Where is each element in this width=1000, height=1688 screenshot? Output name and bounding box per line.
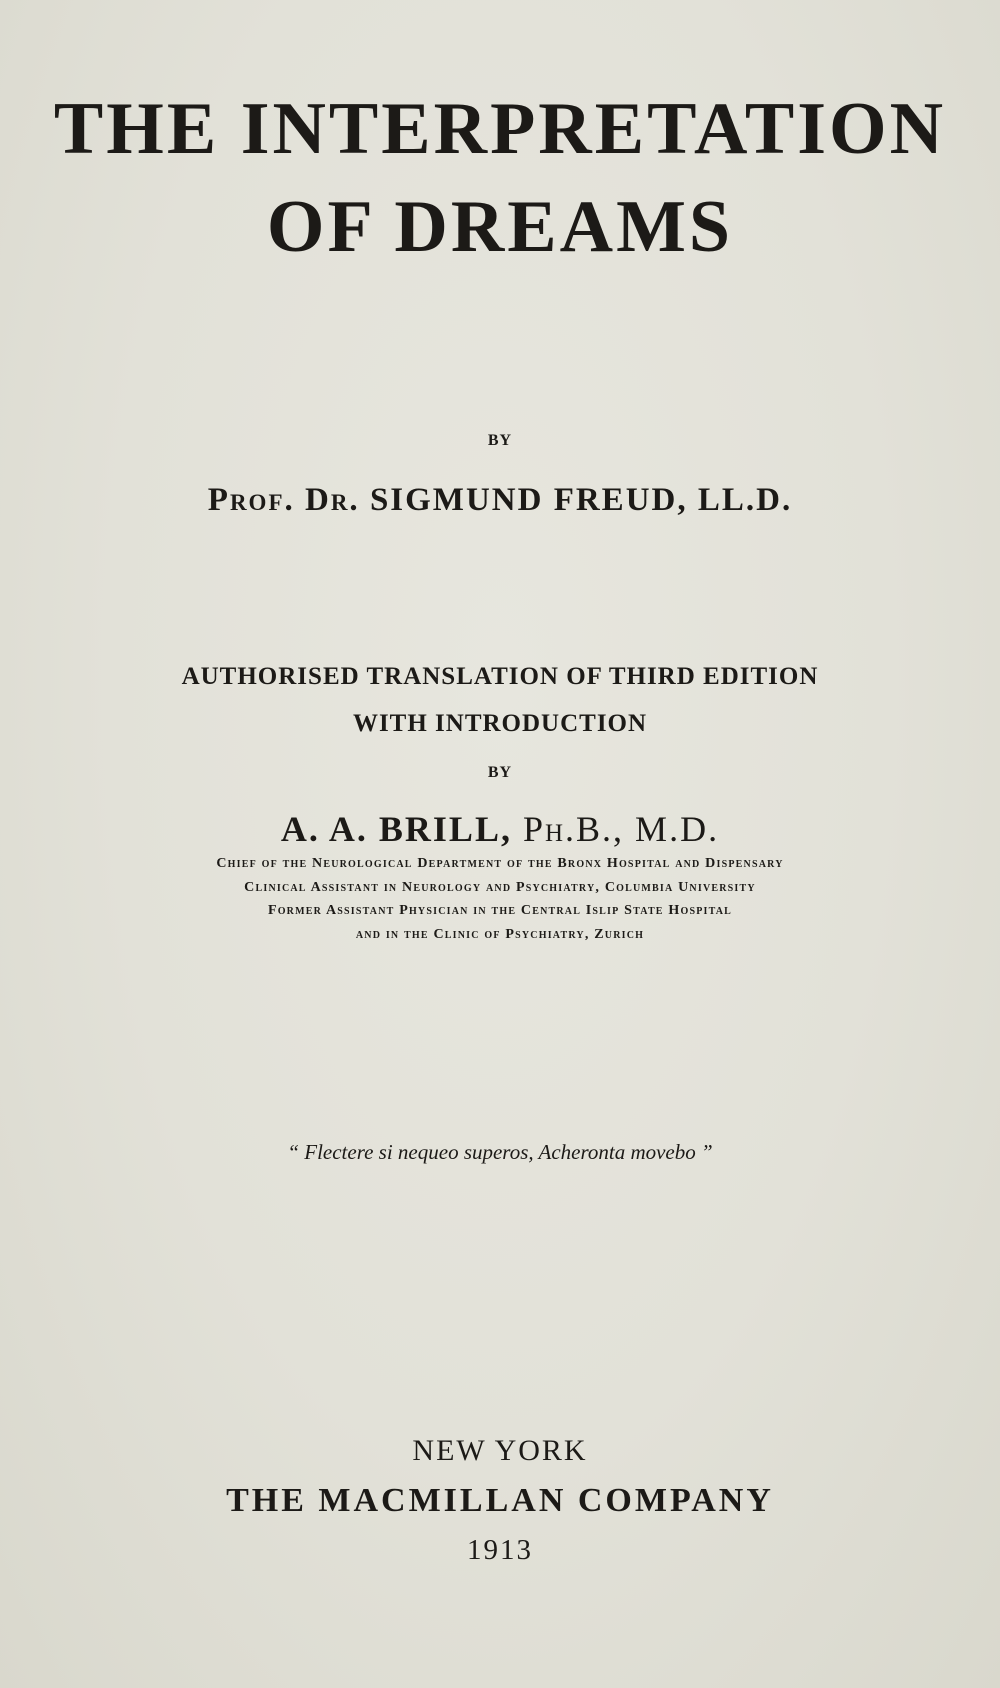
translator-name: A. A. BRILL, xyxy=(280,809,512,849)
latin-motto: “ Flectere si nequeo superos, Acheronta movebo ” xyxy=(287,1140,713,1164)
translator-credential-1: Chief of the Neurological Department of the Bronx Hospital and Dispensary xyxy=(216,856,784,871)
translation-note-line-2: WITH INTRODUCTION xyxy=(352,710,648,737)
book-title-line-2: OF DREAMS xyxy=(266,186,734,268)
book-title-line-1: THE INTERPRETATION xyxy=(53,88,947,170)
author-title-prefix: Prof. Dr. xyxy=(207,482,360,518)
translation-note-line-1: AUTHORISED TRANSLATION OF THIRD EDITION xyxy=(181,663,819,690)
translator-credential-2: Clinical Assistant in Neurology and Psychiatry, Columbia University xyxy=(244,880,756,895)
translator-credential-3: Former Assistant Physician in the Central Islip State Hospital xyxy=(267,903,733,918)
author-line xyxy=(0,482,1000,519)
imprint-year: 1913 xyxy=(467,1534,533,1566)
imprint-place: NEW YORK xyxy=(412,1434,588,1467)
by-label-translator: BY xyxy=(487,764,513,781)
translator-degrees: Ph.B., M.D. xyxy=(522,809,720,849)
author-name: SIGMUND FREUD, LL.D. xyxy=(369,482,793,518)
translator-credential-4: and in the Clinic of Psychiatry, Zurich xyxy=(355,927,645,942)
translator-line xyxy=(0,808,1000,850)
by-label-author: BY xyxy=(487,432,513,449)
imprint-publisher: THE MACMILLAN COMPANY xyxy=(226,1482,774,1519)
